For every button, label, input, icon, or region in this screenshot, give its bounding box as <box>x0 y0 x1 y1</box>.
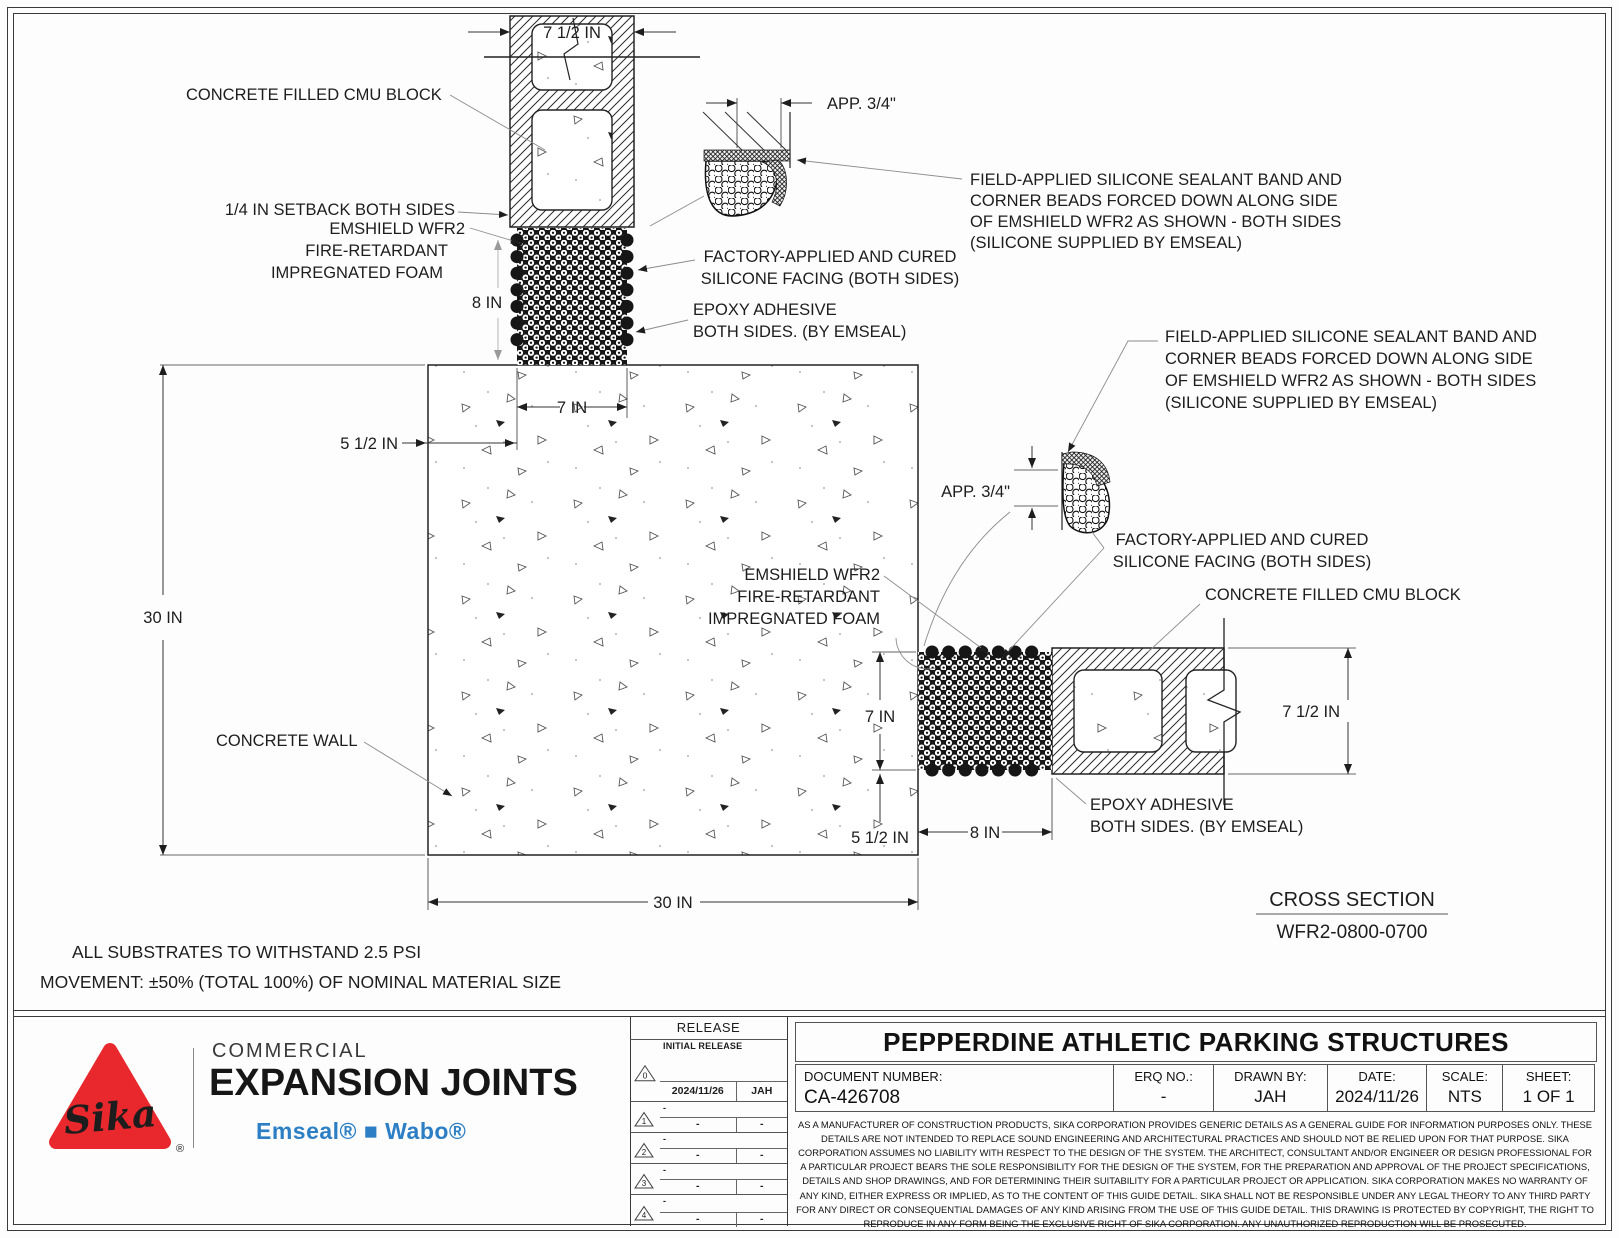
titleblock-vdivider-right <box>787 1016 788 1226</box>
release-row-3 <box>630 1164 787 1195</box>
field-label: SCALE: <box>1441 1069 1488 1084</box>
label-field-right-4: (SILICONE SUPPLIED BY EMSEAL) <box>1165 394 1438 412</box>
dim-offset-top: 5 1/2 IN <box>340 435 398 453</box>
dim-block-width-top: 7 1/2 IN <box>543 24 601 42</box>
label-emshield-right-3: IMPREGNATED FOAM <box>707 610 880 628</box>
field-label: DATE: <box>1358 1069 1396 1084</box>
note-movement: MOVEMENT: ±50% (TOTAL 100%) OF NOMINAL MATERIAL SIZE <box>40 972 562 992</box>
field-value: NTS <box>1447 1087 1482 1106</box>
label-field-top-3: OF EMSHIELD WFR2 AS SHOWN - BOTH SIDES <box>970 213 1342 231</box>
label-epoxy-right-1: EPOXY ADHESIVE <box>1090 796 1234 814</box>
titleblock-divider-2 <box>14 1016 1605 1017</box>
release-row-0 <box>630 1040 787 1102</box>
release-date: - <box>660 1118 737 1132</box>
release-row-2 <box>630 1133 787 1164</box>
release-desc: - <box>663 1165 667 1175</box>
revision-triangle-icon <box>633 1205 655 1222</box>
release-initials: - <box>760 1118 764 1130</box>
release-initials: - <box>760 1213 764 1225</box>
label-emshield-right-2: FIRE-RETARDANT <box>737 588 880 606</box>
release-table <box>630 1016 787 1226</box>
label-emshield-left-1: EMSHIELD WFR2 <box>329 220 465 238</box>
release-date: - <box>660 1180 737 1194</box>
dim-wall-height: 30 IN <box>143 609 183 627</box>
sika-logo-text: Sika <box>61 1090 159 1143</box>
label-factory-left-2: SILICONE FACING (BOTH SIDES) <box>700 270 960 288</box>
field-value: CA-426708 <box>804 1087 901 1108</box>
field-scale <box>1426 1065 1502 1111</box>
release-date: - <box>660 1149 737 1163</box>
release-desc: - <box>663 1196 667 1206</box>
right-sealant-detail <box>1014 446 1110 533</box>
top-sealant-detail <box>703 98 812 216</box>
svg-text:3: 3 <box>641 1179 647 1189</box>
label-epoxy-left-2: BOTH SIDES. (BY EMSEAL) <box>693 323 907 341</box>
dim-foam-width-right: 8 IN <box>969 824 1001 842</box>
revision-triangle-icon <box>633 1063 657 1082</box>
cross-section-code: WFR2-0800-0700 <box>1276 922 1428 943</box>
field-sheet <box>1502 1065 1594 1111</box>
top-cmu-block <box>484 16 700 227</box>
release-row-1 <box>630 1102 787 1133</box>
label-cmu-right: CONCRETE FILLED CMU BLOCK <box>1205 586 1461 604</box>
label-emshield-left-3: IMPREGNATED FOAM <box>270 264 443 282</box>
label-emshield-right-1: EMSHIELD WFR2 <box>744 566 880 584</box>
revision-triangle-icon <box>633 1173 655 1190</box>
general-notes <box>40 942 561 992</box>
release-initials: - <box>760 1149 764 1161</box>
label-field-right-1: FIELD-APPLIED SILICONE SEALANT BAND AND <box>1165 328 1537 346</box>
cross-section-title: CROSS SECTION <box>1269 889 1435 911</box>
revision-triangle-icon <box>633 1111 655 1128</box>
svg-text:4: 4 <box>641 1211 647 1221</box>
release-header: RELEASE <box>630 1016 787 1040</box>
dim-app-right: APP. 3/4" <box>941 483 1010 501</box>
right-cmu-block <box>1052 618 1240 805</box>
release-initials: JAH <box>751 1085 773 1097</box>
titleblock-fields <box>795 1064 1595 1112</box>
brand-divider <box>193 1048 194 1148</box>
label-epoxy-right-2: BOTH SIDES. (BY EMSEAL) <box>1090 818 1304 836</box>
brand-sub-brands: Emseal® ■ Wabo® <box>256 1118 467 1144</box>
release-desc: - <box>663 1134 667 1144</box>
label-concrete-wall: CONCRETE WALL <box>216 732 358 750</box>
release-date: - <box>660 1213 737 1227</box>
label-field-top-2: CORNER BEADS FORCED DOWN ALONG SIDE <box>970 192 1338 210</box>
brand-commercial: COMMERCIAL <box>212 1040 368 1062</box>
brand-product-line: EXPANSION JOINTS <box>209 1062 578 1104</box>
svg-text:1: 1 <box>641 1117 647 1127</box>
field-label: DOCUMENT NUMBER: <box>804 1069 943 1084</box>
label-factory-left-1: FACTORY-APPLIED AND CURED <box>703 248 957 266</box>
label-cmu-top: CONCRETE FILLED CMU BLOCK <box>186 86 442 104</box>
field-document-number <box>796 1065 1113 1111</box>
release-initials: - <box>760 1180 764 1192</box>
right-foam-joint <box>918 652 1052 770</box>
field-value: 2024/11/26 <box>1335 1087 1419 1106</box>
dim-joint-width-right: 7 IN <box>864 708 896 726</box>
dim-wall-width: 30 IN <box>653 894 693 912</box>
field-value: - <box>1160 1087 1167 1106</box>
label-emshield-left-2: FIRE-RETARDANT <box>305 242 448 260</box>
label-factory-right-2: SILICONE FACING (BOTH SIDES) <box>1112 553 1372 571</box>
dim-offset-right: 5 1/2 IN <box>851 829 909 847</box>
release-desc: - <box>663 1103 667 1113</box>
release-date: 2024/11/26 <box>660 1082 737 1101</box>
dim-app-top: APP. 3/4" <box>827 95 896 113</box>
label-epoxy-left-1: EPOXY ADHESIVE <box>693 301 837 319</box>
dim-foam-depth: 8 IN <box>471 294 503 312</box>
field-drawn-by <box>1213 1065 1327 1111</box>
dim-joint-width-top: 7 IN <box>556 399 588 417</box>
legal-disclaimer: AS A MANUFACTURER OF CONSTRUCTION PRODUCTS, SIKA CORPORATION PROVIDES GENERIC DETAILS AS A GENERAL GUIDE FOR INFORMATION PURPOSES ONLY. THESE DETAILS ARE NOT INTENDED TO REPLACE SOUND ENGINEERING AND ARCHITECTURAL PRACTICES AND SHOULD NOT BE RELIED UPON FOR THAT PURPOSE. SIKA CORPORATION ASSUMES NO LIABILITY WITH RESPECT TO THE DESIGN OF THE SYSTEM. THE ARCHITECT, CONSULTANT AND/OR ENGINEER OR DESIGN PROFESSIONAL FOR A PARTICULAR PROJECT BEARS THE SOLE RESPONSIBILITY FOR THE DESIGN OF THE SYSTEM, FOR THE PREPARATION AND APPROVAL OF THE PROJECT SPECIFICATIONS, DETAILS AND SHOP DRAWINGS, AND FOR DETERMINING THEIR SUITABILITY FOR A PARTICULAR PROJECT OR APPLICATION. SIKA CORPORATION MAKES NO WARRANTY OF ANY KIND, EITHER EXPRESS OR IMPLIED, AS TO THE CONTENT OF THIS GUIDE DETAIL. SIKA SHALL NOT BE RESPONSIBLE UNDER ANY LEGAL THEORY TO ANY THIRD PARTY FOR ANY DIRECT OR CONSEQUENTIAL DAMAGES OF ANY KIND ARISING FROM THE USE OF THIS GUIDE DETAIL. THIS DRAWING IS PROTECTED BY COPYRIGHT, THE RIGHT TO REPRODUCE IN ANY FORM BEING THE EXCLUSIVE RIGHT OF SIKA CORPORATION. ANY UNAUTHORIZED REPRODUCTION WILL BE PROSECUTED. <box>796 1119 1594 1229</box>
label-setback: 1/4 IN SETBACK BOTH SIDES <box>224 201 455 219</box>
label-field-top-1: FIELD-APPLIED SILICONE SEALANT BAND AND <box>970 171 1342 189</box>
field-label: DRAWN BY: <box>1234 1069 1307 1084</box>
foam-blob <box>705 161 778 216</box>
top-foam-joint <box>517 228 627 365</box>
project-title: PEPPERDINE ATHLETIC PARKING STRUCTURES <box>795 1022 1597 1062</box>
release-row-4 <box>630 1195 787 1227</box>
field-date <box>1327 1065 1427 1111</box>
revision-triangle-icon <box>633 1142 655 1159</box>
sika-reg-mark: ® <box>176 1143 185 1155</box>
svg-text:0: 0 <box>642 1069 648 1080</box>
titleblock-divider-1 <box>14 1010 1605 1011</box>
field-value: JAH <box>1254 1087 1287 1106</box>
label-field-right-2: CORNER BEADS FORCED DOWN ALONG SIDE <box>1165 350 1533 368</box>
sealant-band <box>704 150 790 161</box>
label-field-right-3: OF EMSHIELD WFR2 AS SHOWN - BOTH SIDES <box>1165 372 1537 390</box>
sika-logo <box>46 1038 186 1160</box>
cross-section-caption <box>1256 889 1448 943</box>
field-label: ERQ NO.: <box>1134 1069 1193 1084</box>
release-desc: INITIAL RELEASE <box>663 1041 743 1051</box>
label-field-top-4: (SILICONE SUPPLIED BY EMSEAL) <box>970 234 1243 252</box>
label-factory-right-1: FACTORY-APPLIED AND CURED <box>1115 531 1369 549</box>
field-value: 1 OF 1 <box>1522 1087 1575 1106</box>
dim-block-width-right: 7 1/2 IN <box>1282 703 1340 721</box>
field-erq-no <box>1113 1065 1213 1111</box>
field-label: SHEET: <box>1525 1069 1572 1084</box>
svg-text:2: 2 <box>641 1148 647 1158</box>
note-substrates: ALL SUBSTRATES TO WITHSTAND 2.5 PSI <box>72 942 422 962</box>
